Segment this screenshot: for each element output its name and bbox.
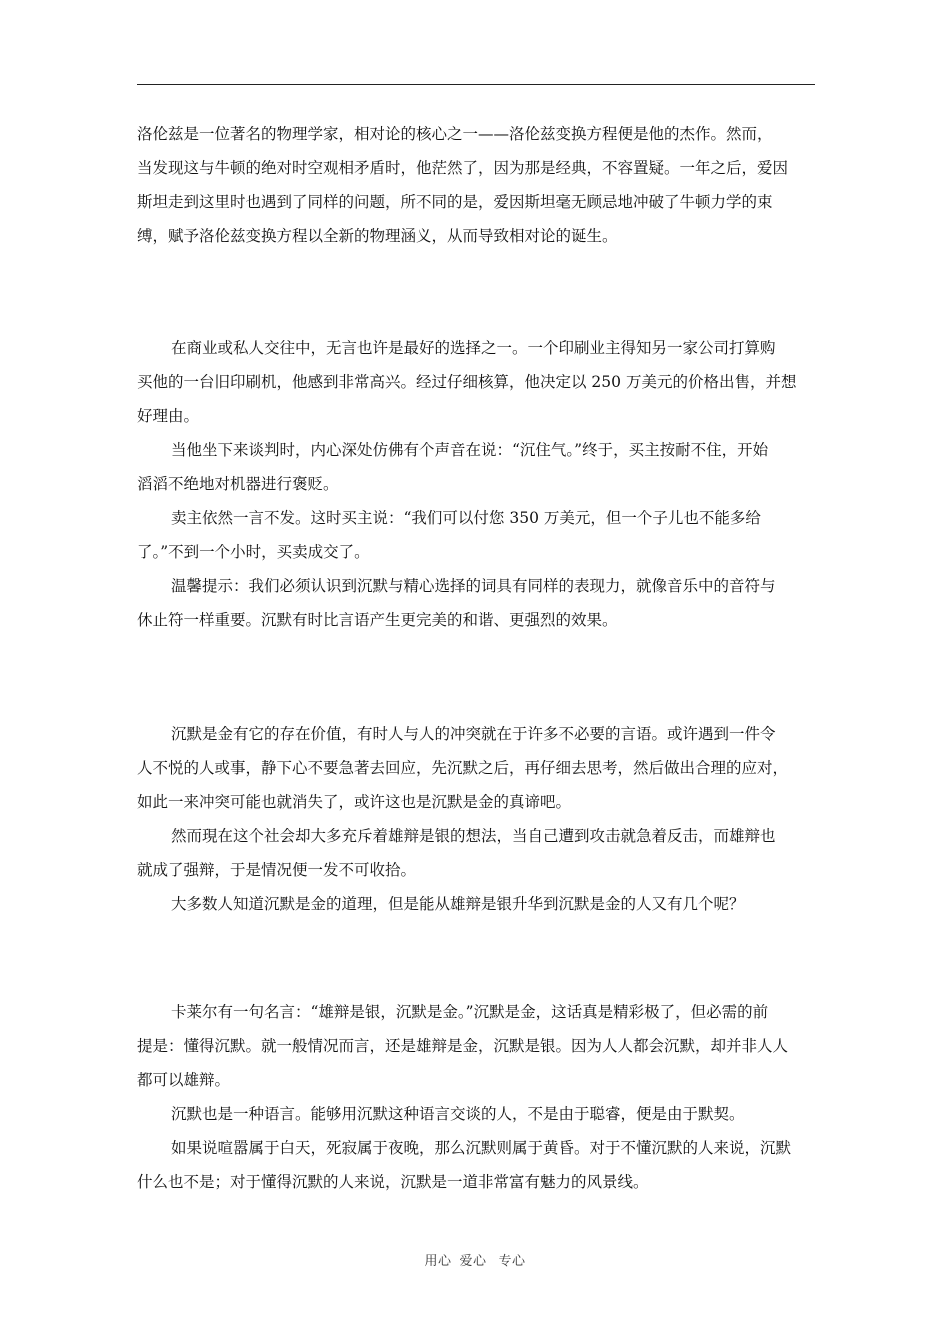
text-line: 沉默是金有它的存在价值，有时人与人的冲突就在于许多不必要的言语。或许遇到一件令: [171, 725, 776, 743]
section-lorentz: [137, 117, 817, 253]
text-line: 买他的一台旧印刷机，他感到非常高兴。经过仔细核算，他决定以 250 万美元的价格出售，并想: [137, 373, 797, 391]
footer-text-1: 用心: [424, 1254, 452, 1269]
text-line: 然而現在这个社会却大多充斥着雄辩是银的想法，当自己遭到攻击就急着反击，而雄辩也: [171, 827, 776, 845]
text-line: 什么也不是；对于懂得沉默的人来说，沉默是一道非常富有魅力的风景线。: [137, 1173, 649, 1191]
text-line: 如果说喧嚣属于白天，死寂属于夜晚，那么沉默则属于黄昏。对于不懂沉默的人来说，沉默: [171, 1139, 792, 1157]
section-silent-negotiation: [137, 331, 817, 637]
header-rule: [137, 84, 815, 85]
page-footer: [0, 1250, 950, 1269]
text-line: 好理由。: [137, 407, 200, 425]
text-line: 大多数人知道沉默是金的道理，但是能从雄辩是银升华到沉默是金的人又有几个呢？: [171, 895, 745, 913]
section-silence-is-golden: [137, 717, 817, 921]
text-line: 休止符一样重要。沉默有时比言语产生更完美的和谐、更强烈的效果。: [137, 611, 618, 629]
text-line: 卡莱尔有一句名言：“雄辩是银，沉默是金。”沉默是金，这话真是精彩极了，但必需的前: [171, 1003, 769, 1021]
text-line: 都可以雄辩。: [137, 1071, 231, 1089]
section-carlyle-quote: [137, 995, 817, 1199]
text-line: 当他坐下来谈判时，内心深处仿佛有个声音在说：“沉住气。”终于，买主按耐不住，开始: [171, 441, 769, 459]
text-line: 斯坦走到这里时也遇到了同样的问题，所不同的是，爱因斯坦毫无顾忌地冲破了牛顿力学的束: [137, 193, 773, 211]
text-line: 当发现这与牛顿的绝对时空观相矛盾时，他茫然了，因为那是经典，不容置疑。一年之后，爱因: [137, 159, 789, 177]
text-line: 洛伦兹是一位著名的物理学家，相对论的核心之一——洛伦兹变换方程便是他的杰作。然而，: [137, 125, 773, 143]
text-line: 人不悦的人或事，静下心不要急著去回应，先沉默之后，再仔细去思考，然后做出合理的应对，: [137, 759, 789, 777]
text-line: 缚，赋予洛伦兹变换方程以全新的物理涵义，从而导致相对论的诞生。: [137, 227, 618, 245]
text-line: 如此一来冲突可能也就消失了，或许这也是沉默是金的真谛吧。: [137, 793, 572, 811]
text-line: 沉默也是一种语言。能够用沉默这种语言交谈的人，不是由于聪睿，便是由于默契。: [171, 1105, 745, 1123]
text-line: 就成了强辩，于是情况便一发不可收拾。: [137, 861, 417, 879]
footer-text-3: 专心: [498, 1254, 526, 1269]
text-line: 卖主依然一言不发。这时买主说：“我们可以付您 350 万美元，但一个子儿也不能多给: [171, 509, 761, 527]
text-line: 滔滔不绝地对机器进行褒贬。: [137, 475, 339, 493]
text-line: 在商业或私人交往中，无言也许是最好的选择之一。一个印刷业主得知另一家公司打算购: [171, 339, 776, 357]
text-line: 温馨提示：我们必须认识到沉默与精心选择的词具有同样的表现力，就像音乐中的音符与: [171, 577, 776, 595]
text-line: 提是：懂得沉默。就一般情况而言，还是雄辩是金，沉默是银。因为人人都会沉默，却并非人人: [137, 1037, 789, 1055]
footer-text-2: 爱心: [459, 1254, 487, 1269]
text-line: 了。”不到一个小时，买卖成交了。: [137, 543, 370, 561]
